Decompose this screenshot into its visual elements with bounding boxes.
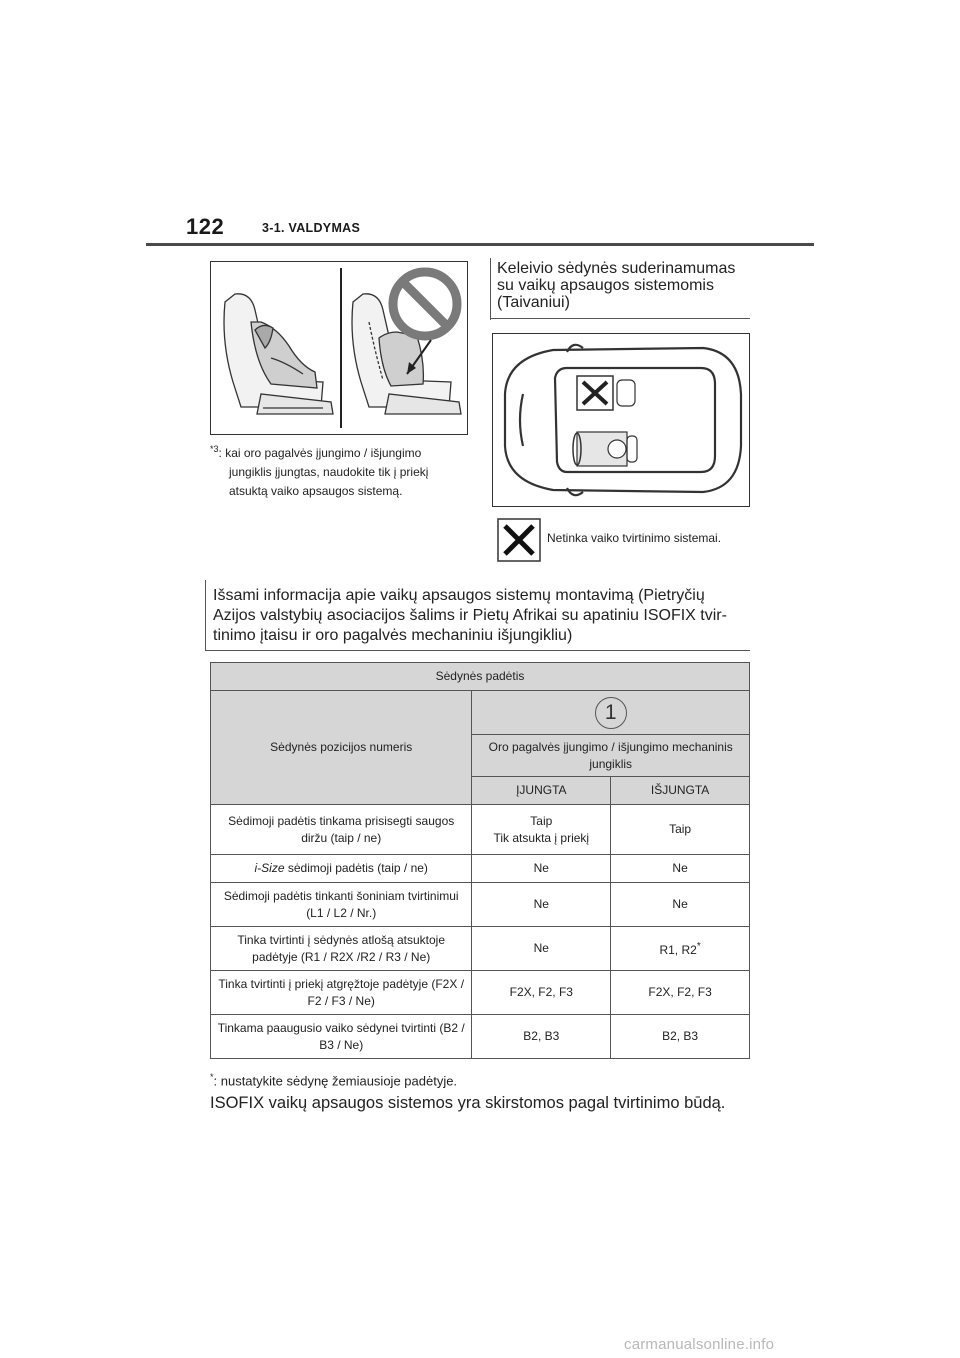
row-on: Ne: [472, 883, 611, 927]
table-row: [211, 805, 750, 855]
row-label: Tinka tvirtinti į sėdynės atlošą atsuktoje padėtyje (R1 / R2X /R2 / R3 / Ne): [211, 927, 472, 971]
table-footnote-marker: *: [210, 1072, 214, 1082]
row-on: B2, B3: [472, 1015, 611, 1059]
table-row: [211, 691, 750, 735]
info-line1: Išsami informacija apie vaikų apsaugos sistemų montavimą (Pietryčių: [213, 587, 705, 604]
info-rule-bottom: [205, 650, 750, 651]
header-seat-position: Sėdynės padėtis: [211, 663, 750, 691]
row-off: [611, 927, 750, 971]
col-off: IŠJUNGTA: [611, 777, 750, 805]
table-row: [211, 1015, 750, 1059]
row-off: B2, B3: [611, 1015, 750, 1059]
seat-number-cell: [472, 691, 750, 735]
row-label-rest: sėdimoji padėtis (taip / ne): [284, 861, 428, 875]
seat-compatibility-table: [210, 662, 750, 1059]
compat-heading: [497, 260, 747, 311]
info-line2: Azijos valstybių asociacijos šalims ir Pietų Afrikai su apatiniu ISOFIX tvir-: [213, 607, 727, 624]
page-number: 122: [186, 214, 225, 239]
table-row: [211, 883, 750, 927]
row-on: [472, 805, 611, 855]
compat-heading-line3: (Taivaniui): [497, 294, 570, 311]
col-on: ĮJUNGTA: [472, 777, 611, 805]
footnote-line3: atsuktą vaiko apsaugos sistemą.: [229, 484, 403, 498]
isofix-paragraph: ISOFIX vaikų apsaugos sistemos yra skirstomos pagal tvirtinimo būdą.: [210, 1094, 726, 1112]
car-top-view-illustration: [492, 333, 750, 507]
row-off: Ne: [611, 855, 750, 883]
legend-text: Netinka vaiko tvirtinimo sistemai.: [547, 531, 722, 545]
watermark: carmanualsonline.info: [624, 1336, 775, 1353]
footnote-3: $^{*3}$: kai oro pagalvės įjungimo / išjungimo jungiklis įjungtas, naudokite tik į priekį atsuktą vaiko apsaugos sistemą.: [210, 440, 480, 501]
row-off-value: R1, R2: [659, 943, 697, 957]
table-footnote-text: : nustatykite sėdynę žemiausioje padėtyje.: [213, 1073, 458, 1089]
table-row: [211, 971, 750, 1015]
child-seat-illustration: [210, 261, 468, 435]
compat-rule-left: [490, 258, 491, 320]
row-on-line1: Taip: [530, 813, 553, 828]
footnote-line2: jungiklis įjungtas, naudokite tik į priekį: [229, 465, 429, 479]
row-off: F2X, F2, F3: [611, 971, 750, 1015]
row-label: Sėdimoji padėtis tinkama prisisegti saugos diržu (taip / ne): [211, 805, 472, 855]
row-label: Tinka tvirtinti į priekį atgręžtoje padėtyje (F2X / F2 / F3 / Ne): [211, 971, 472, 1015]
row-on-line2: Tik atsukta į priekį: [493, 830, 590, 845]
seat-number-label: Sėdynės pozicijos numeris: [211, 691, 472, 805]
section-title: 3-1. VALDYMAS: [262, 221, 361, 235]
info-rule-left: [205, 580, 206, 650]
row-off: Ne: [611, 883, 750, 927]
row-on: F2X, F2, F3: [472, 971, 611, 1015]
compat-rule-bottom: [490, 318, 750, 319]
child-seat-drawing: [211, 262, 467, 434]
header-rule: [146, 243, 814, 246]
footnote-marker: *3: [210, 444, 219, 454]
not-suitable-icon: [497, 518, 541, 567]
row-on: Ne: [472, 927, 611, 971]
seat-number-1: 1: [595, 697, 627, 729]
footnote-line1: kai oro pagalvės įjungimo / išjungimo: [225, 446, 422, 460]
info-heading: [213, 586, 748, 646]
info-line3: tinimo įtaisu ir oro pagalvės mechaniniu išjungikliu): [213, 627, 573, 644]
car-top-view-drawing: [493, 334, 749, 506]
airbag-switch-label: Oro pagalvės įjungimo / išjungimo mechaninis jungiklis: [472, 735, 750, 777]
row-label: Tinkama paaugusio vaiko sėdynei tvirtinti (B2 / B3 / Ne): [211, 1015, 472, 1059]
compat-heading-line1: Keleivio sėdynės suderinamumas: [497, 260, 736, 277]
row-label: Sėdimoji padėtis tinkanti šoniniam tvirtinimui (L1 / L2 / Nr.): [211, 883, 472, 927]
table-row: [211, 927, 750, 971]
table-footnote: [210, 1072, 457, 1088]
isize-label: i-Size: [254, 861, 285, 875]
compat-heading-line2: su vaikų apsaugos sistemomis: [497, 277, 714, 294]
table-row: [211, 663, 750, 691]
row-off-sup: *: [696, 941, 701, 952]
table-row: [211, 855, 750, 883]
row-label: [211, 855, 472, 883]
row-off: Taip: [611, 805, 750, 855]
row-on: Ne: [472, 855, 611, 883]
